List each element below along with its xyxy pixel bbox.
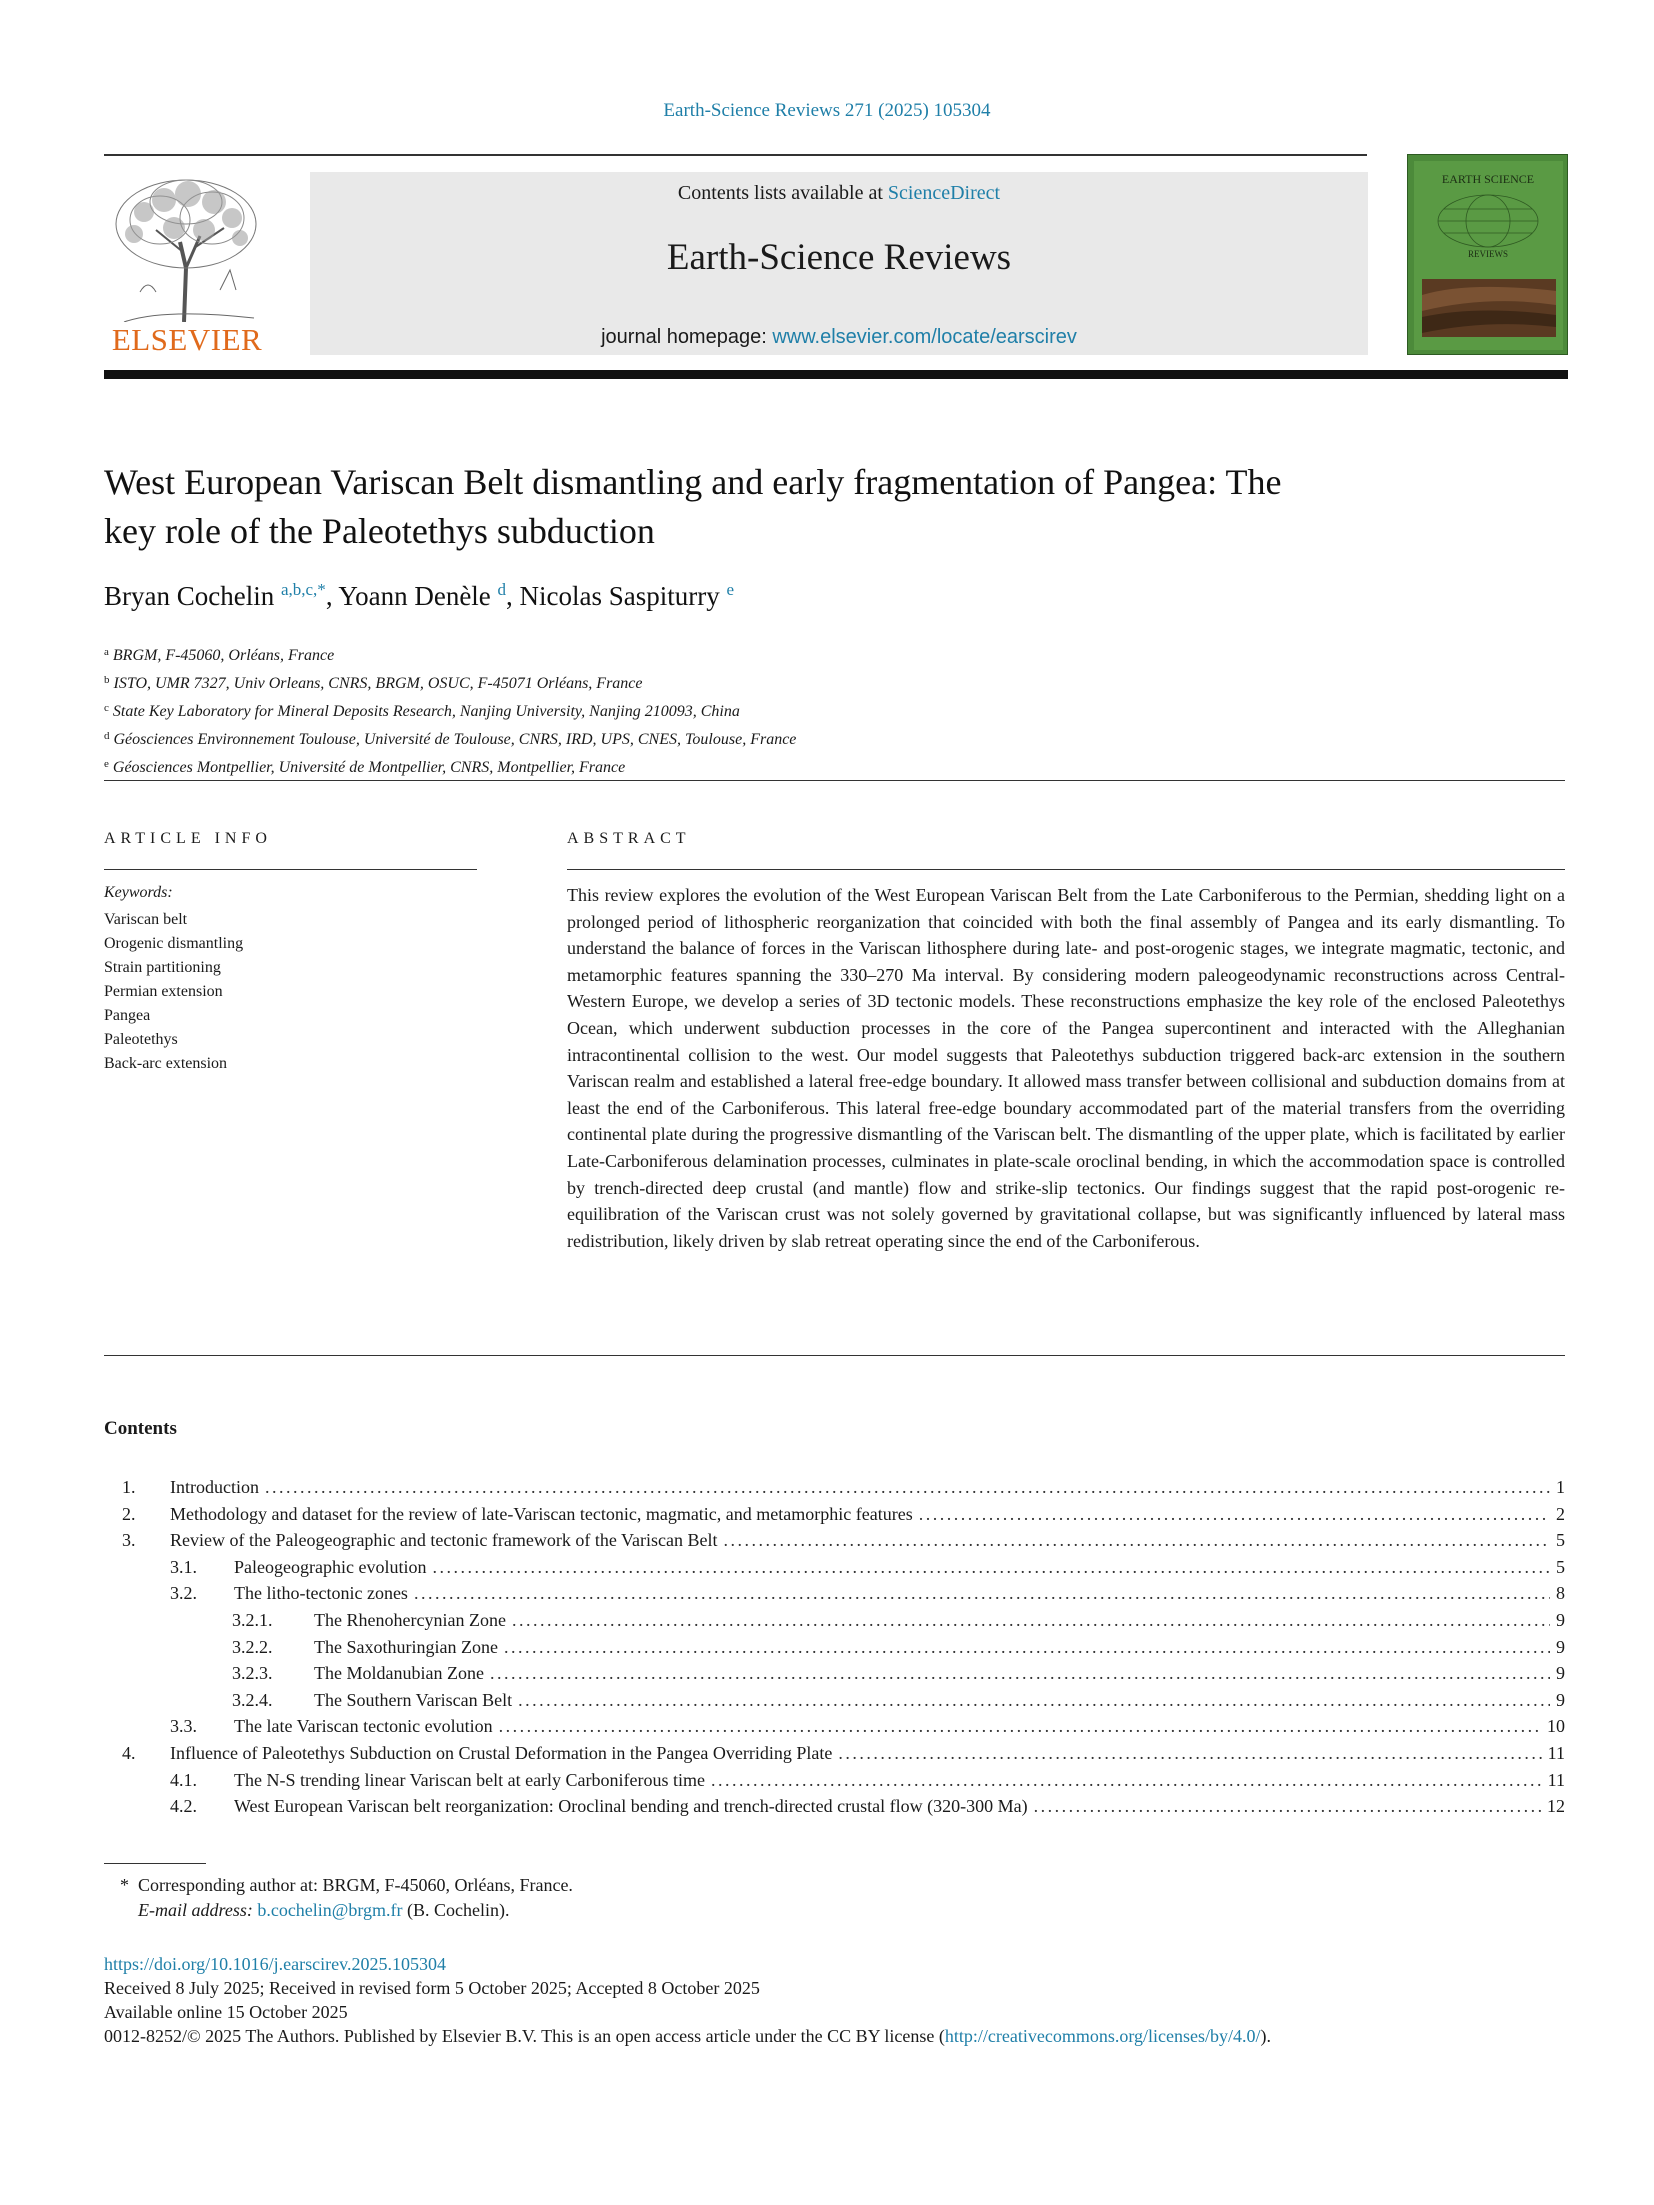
toc-entry-title[interactable]: Methodology and dataset for the review of late-Variscan tectonic, magmatic, and metamorphic features <box>170 1503 913 1524</box>
toc-entry-number: 3.2.1. <box>232 1609 273 1630</box>
author-2[interactable]: Yoann Denèle $^d$ <box>338 580 507 611</box>
journal-title: Earth-Science Reviews <box>666 237 1012 278</box>
keyword-item: Pangea <box>104 1007 151 1024</box>
toc-entry-number: 3.3. <box>170 1716 197 1737</box>
toc-entry-title[interactable]: Introduction <box>170 1477 259 1497</box>
toc-entry-page[interactable]: 5 <box>1556 1556 1565 1577</box>
abstract-heading: ABSTRACT <box>567 830 691 847</box>
author-1[interactable]: Bryan Cochelin $^{a,b,c,*}$ <box>104 580 326 611</box>
keyword-item: Strain partitioning <box>104 959 221 976</box>
cover-subtitle: REVIEWS <box>1468 249 1508 259</box>
article-info-heading: ARTICLE INFO <box>104 830 272 847</box>
affiliation-item: $^d$ Géosciences Environnement Toulouse, Université de Toulouse, CNRS, IRD, UPS, CNES, Toulouse, France <box>104 730 797 748</box>
toc-entry[interactable] <box>104 1607 1565 1634</box>
toc-leader-dots <box>723 1527 1550 1554</box>
affiliation-item: $^e$ Géosciences Montpellier, Université de Montpellier, CNRS, Montpellier, France <box>104 758 626 776</box>
toc-entry[interactable] <box>104 1527 1565 1554</box>
toc-entry-title[interactable]: Paleogeographic evolution <box>234 1556 427 1577</box>
footnote-mark: * <box>120 1875 129 1895</box>
keyword-item: Permian extension <box>104 983 223 1000</box>
elsevier-wordmark: ELSEVIER <box>111 322 263 357</box>
toc-entry[interactable] <box>104 1501 1565 1528</box>
toc-entry-number: 4. <box>122 1742 136 1763</box>
toc-entry-title[interactable]: The Moldanubian Zone <box>314 1663 484 1684</box>
toc-leader-dots <box>265 1474 1550 1501</box>
toc-leader-dots <box>518 1687 1550 1714</box>
toc-entry[interactable] <box>104 1634 1565 1661</box>
toc-entry[interactable] <box>104 1554 1565 1581</box>
contents-available: Contents lists available at ScienceDirect <box>677 182 1001 204</box>
author-3-affil[interactable]: e <box>726 580 735 599</box>
author-3[interactable]: Nicolas Saspiturry $^e$ <box>519 580 735 611</box>
toc-leader-dots <box>919 1501 1550 1528</box>
toc-entry-number: 3.2.2. <box>232 1636 273 1657</box>
toc-entry[interactable] <box>104 1740 1565 1767</box>
toc-entry[interactable] <box>104 1767 1565 1794</box>
footnote-rule <box>104 1863 206 1864</box>
toc-entry[interactable] <box>104 1660 1565 1687</box>
toc-leader-dots <box>711 1767 1542 1794</box>
toc-entry-title[interactable]: The Rhenohercynian Zone <box>314 1609 506 1630</box>
toc-entry-page[interactable]: 9 <box>1556 1689 1565 1710</box>
toc-entry[interactable] <box>104 1713 1565 1740</box>
toc-entry-title[interactable]: Influence of Paleotethys Subduction on Crustal Deformation in the Pangea Overriding Plate <box>170 1742 833 1763</box>
toc-entry-number: 4.1. <box>170 1769 197 1790</box>
toc-entry-title[interactable]: The litho-tectonic zones <box>234 1583 408 1604</box>
toc-entry[interactable] <box>104 1687 1565 1714</box>
keyword-item: Orogenic dismantling <box>104 935 244 952</box>
toc-entry-number: 3.2.4. <box>232 1689 273 1710</box>
article-history: Received 8 July 2025; Received in revised form 5 October 2025; Accepted 8 October 2025 <box>104 1978 760 1998</box>
toc-entry-number: 3.2. <box>170 1583 197 1604</box>
toc-entry-page[interactable]: 1 <box>1556 1477 1565 1497</box>
keyword-item: Variscan belt <box>104 911 188 928</box>
toc-entry-page[interactable]: 11 <box>1547 1742 1565 1763</box>
corresponding-author-text: Corresponding author at: BRGM, F-45060, Orléans, France. <box>138 1875 573 1895</box>
online-date: Available online 15 October 2025 <box>104 2002 348 2022</box>
toc-entry-title[interactable]: The N-S trending linear Variscan belt at early Carboniferous time <box>234 1769 706 1790</box>
toc-entry-number: 3.2.3. <box>232 1663 273 1684</box>
toc-leader-dots <box>414 1580 1550 1607</box>
toc-entry[interactable] <box>104 1793 1565 1820</box>
toc-leader-dots <box>490 1660 1550 1687</box>
toc-entry-title[interactable]: The Saxothuringian Zone <box>314 1636 498 1657</box>
article-title: West European Variscan Belt dismantling and early fragmentation of Pangea: The key role of the Paleotethys subduction <box>104 462 1282 551</box>
homepage-link[interactable]: www.elsevier.com/locate/earscirev <box>772 326 1077 348</box>
toc-entry-number: 3.1. <box>170 1556 197 1577</box>
table-of-contents <box>104 1474 1565 1820</box>
toc-entry-page[interactable]: 5 <box>1556 1530 1565 1551</box>
toc-entry-number: 3. <box>122 1530 136 1551</box>
abstract-text: This review explores the evolution of the West European Variscan Belt from the Late Carboniferous to the Permian, shedding light on a prolonged period of lithospheric reorganization that coincided with both the final assembly of Pangea and its early dismantling. To understand the balance of forces in the Variscan lithosphere during late- and post-orogenic stages, we integrate magmatic, tectonic, and metamorphic features spanning the 330–270 Ma interval. By considering modern paleogeodynamic reconstructions across Central-Western Europe, we develop a series of 3D tectonic models. These reconstructions emphasize the key role of the enclosed Paleotethys Ocean, which underwent subduction processes in the core of the Pangea supercontinent and interacted with the Alleghanian intracontinental collision to the west. Our model suggests that Paleotethys subduction triggered back-arc extension in the southern Variscan realm and established a lateral free-edge boundary. It allowed mass transfer between collisional and subduction domains from at least the end of the Carboniferous. This lateral free-edge boundary accommodated part of the material transfers from the overriding continental plate during the progressive dismantling of the Variscan belt. The dismantling of the upper plate, which is facilitated by earlier Late-Carboniferous delamination processes, culminates in plate-scale oroclinal bending, in which the accommodation space is controlled by trench-directed deep crustal (and mantle) flow and strike-slip tectonics. Our findings suggest that the rapid post-orogenic re-equilibration of the Variscan crust was not solely governed by gravitational collapse, but was significantly influenced by lateral mass redistribution, likely driven by slab retreat operating since the end of the Carboniferous. <box>567 885 1565 1251</box>
header-bottom-rule <box>104 370 1568 379</box>
toc-entry-title[interactable]: The Southern Variscan Belt <box>314 1689 513 1710</box>
toc-entry-number: 4.2. <box>170 1796 197 1817</box>
corresponding-author-footnote: * Corresponding author at: BRGM, F-45060, Orléans, France. E-mail address: b.cochelin@brgm.fr (B. Cochelin). <box>120 1875 573 1920</box>
toc-entry-title[interactable]: West European Variscan belt reorganization: Oroclinal bending and trench-directed crustal flow (320-300 Ma) <box>234 1796 1028 1817</box>
keyword-item: Paleotethys <box>104 1031 178 1048</box>
journal-homepage: journal homepage: www.elsevier.com/locate/earscirev <box>601 326 1077 348</box>
cover-title: EARTH SCIENCE <box>1441 172 1535 186</box>
toc-leader-dots <box>504 1634 1550 1661</box>
publication-info <box>104 1952 1271 2048</box>
toc-leader-dots <box>512 1607 1550 1634</box>
toc-leader-dots <box>499 1713 1541 1740</box>
toc-leader-dots <box>838 1740 1541 1767</box>
toc-entry-page[interactable]: 9 <box>1556 1636 1565 1657</box>
toc-leader-dots <box>1034 1793 1541 1820</box>
toc-entry-page[interactable]: 2 <box>1556 1503 1565 1524</box>
article-info-rule <box>104 869 477 870</box>
email-label: E-mail address: <box>138 1900 253 1920</box>
keywords-label: Keywords: <box>104 884 173 901</box>
contents-heading: Contents <box>104 1418 177 1439</box>
abstract-rule <box>567 869 1565 870</box>
affiliation-item: $^b$ ISTO, UMR 7327, Univ Orleans, CNRS, BRGM, OSUC, F-45071 Orléans, France <box>104 674 643 692</box>
toc-entry-page[interactable]: 10 <box>1547 1716 1565 1737</box>
keywords-list <box>104 908 243 1076</box>
keyword-item: Back-arc extension <box>104 1055 228 1072</box>
author-1-affil[interactable]: a,b,c,* <box>280 580 326 599</box>
toc-entry-title[interactable]: The late Variscan tectonic evolution <box>234 1716 493 1737</box>
affiliation-item: $^c$ State Key Laboratory for Mineral Deposits Research, Nanjing University, Nanjing 210093, China <box>104 702 740 720</box>
elsevier-tree-icon <box>104 172 270 322</box>
author-list: Bryan Cochelin $^{a,b,c,*}$, Yoann Denèle $^d$, Nicolas Saspiturry $^e$ <box>104 580 735 611</box>
email-link[interactable]: b.cochelin@brgm.fr <box>257 1900 403 1920</box>
toc-entry-title[interactable]: Review of the Paleogeographic and tectonic framework of the Variscan Belt <box>170 1530 718 1551</box>
toc-entry-page[interactable]: 9 <box>1556 1609 1565 1630</box>
header-top-rule <box>104 154 1367 156</box>
journal-citation[interactable]: Earth-Science Reviews 271 (2025) 105304 <box>663 100 991 121</box>
journal-header-box <box>310 172 1368 355</box>
affiliation-item: $^a$ BRGM, F-45060, Orléans, France <box>104 646 335 664</box>
copyright-line: 0012-8252/© 2025 The Authors. Published by Elsevier B.V. This is an open access article under the CC BY license (http://creativecommons.org/licenses/by/4.0/). <box>104 2026 1271 2046</box>
toc-entry-page[interactable]: 11 <box>1547 1769 1565 1790</box>
toc-entry-page[interactable]: 9 <box>1556 1663 1565 1684</box>
toc-entry-number: 2. <box>122 1503 136 1524</box>
affiliations-rule <box>104 780 1565 781</box>
toc-entry-page[interactable]: 12 <box>1547 1796 1565 1817</box>
toc-entry[interactable] <box>104 1474 1565 1501</box>
elsevier-logo <box>104 172 270 358</box>
toc-entry-number: 1. <box>122 1477 136 1497</box>
journal-cover-image[interactable] <box>1407 154 1568 355</box>
toc-entry-page[interactable]: 8 <box>1556 1583 1565 1604</box>
abstract-bottom-rule <box>104 1355 1565 1356</box>
affiliation-list <box>104 640 1404 780</box>
author-2-affil[interactable]: d <box>497 580 507 599</box>
doi-link[interactable]: https://doi.org/10.1016/j.earscirev.2025.105304 <box>104 1954 446 1974</box>
license-link[interactable]: http://creativecommons.org/licenses/by/4.0/ <box>944 2026 1261 2046</box>
toc-entry[interactable] <box>104 1580 1565 1607</box>
toc-leader-dots <box>432 1554 1550 1581</box>
sciencedirect-link[interactable]: ScienceDirect <box>887 182 1001 204</box>
journal-cover-icon <box>1408 155 1569 356</box>
